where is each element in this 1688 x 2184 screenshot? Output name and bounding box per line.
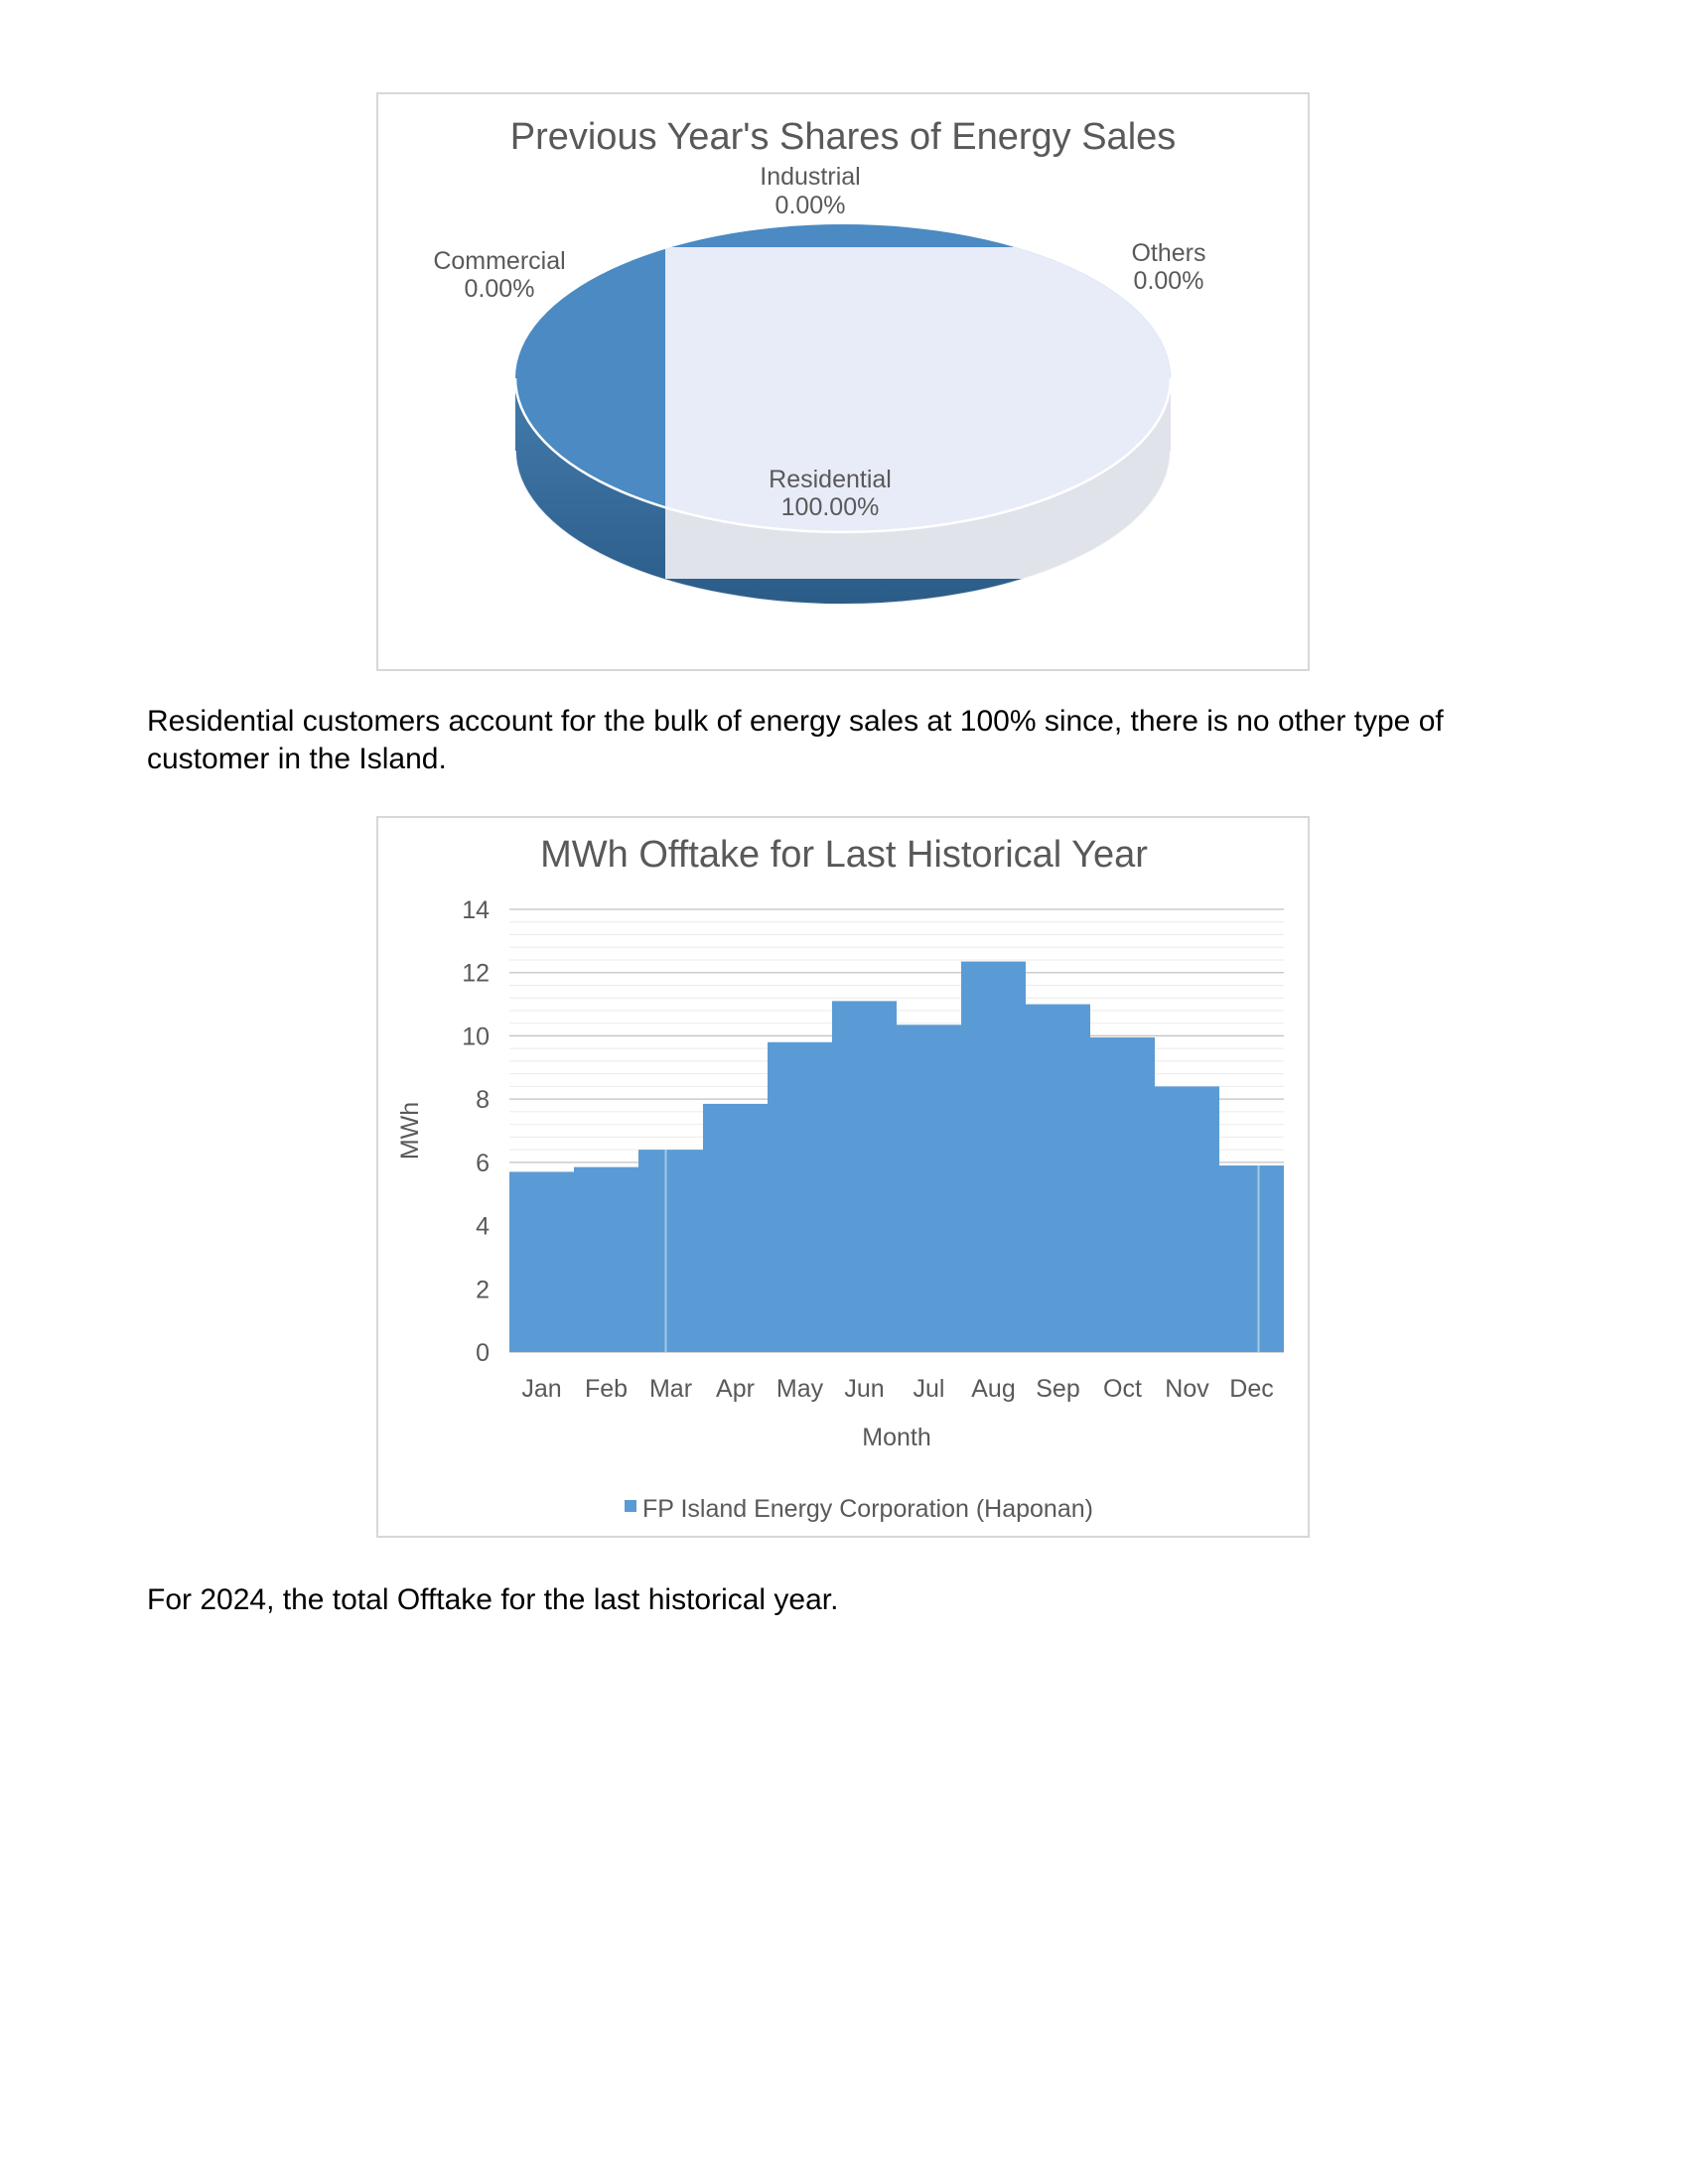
pie-label-residential: Residential	[769, 466, 892, 493]
xtick-Jan: Jan	[521, 1375, 562, 1403]
x-axis-title: Month	[862, 1424, 931, 1451]
bar-Nov	[1155, 1086, 1219, 1352]
pie-value-others: 0.00%	[1133, 267, 1204, 295]
xtick-Aug: Aug	[971, 1375, 1016, 1403]
pie-label-commercial: Commercial	[433, 247, 566, 275]
ytick-12: 12	[462, 959, 490, 988]
ytick-6: 6	[476, 1149, 490, 1177]
bar-chart-canvas	[378, 818, 1306, 1534]
ytick-4: 4	[476, 1212, 490, 1241]
bar-Oct	[1090, 1037, 1155, 1352]
ytick-0: 0	[476, 1339, 490, 1367]
ytick-2: 2	[476, 1276, 490, 1304]
bar-chart-title: MWh Offtake for Last Historical Year	[540, 834, 1148, 876]
xtick-Dec: Dec	[1229, 1375, 1274, 1403]
pie-chart-canvas	[378, 94, 1306, 667]
xtick-Mar: Mar	[648, 1375, 693, 1403]
pie-value-residential: 100.00%	[780, 493, 880, 521]
bar-chart-panel	[376, 816, 1310, 1538]
xtick-May: May	[775, 1375, 824, 1403]
paragraph-pie-note: Residential customers account for the bulk of energy sales at 100% since, there is no other type of customer in the Island.	[147, 705, 1444, 775]
bar-Jan	[509, 1171, 574, 1352]
y-axis-tick-labels	[462, 896, 490, 1367]
ytick-10: 10	[462, 1023, 490, 1051]
xtick-Feb: Feb	[584, 1375, 629, 1403]
y-axis-title: MWh	[396, 1101, 424, 1160]
xtick-Apr: Apr	[716, 1375, 755, 1403]
bar-series	[509, 962, 1284, 1352]
bar-Aug	[961, 962, 1026, 1352]
bar-Feb	[574, 1167, 638, 1352]
ytick-8: 8	[476, 1086, 490, 1115]
bar-Jul	[897, 1024, 961, 1352]
bar-Sep	[1026, 1005, 1090, 1352]
legend-series-label: FP Island Energy Corporation (Haponan)	[642, 1495, 1093, 1523]
xtick-Oct: Oct	[1103, 1375, 1142, 1403]
bar-Dec	[1219, 1165, 1284, 1352]
x-axis-category-labels	[521, 1375, 1273, 1403]
xtick-Jun: Jun	[844, 1375, 885, 1403]
pie-chart-panel	[376, 92, 1310, 671]
xtick-Jul: Jul	[913, 1375, 945, 1403]
paragraph-bar-note: For 2024, the total Offtake for the last historical year.	[147, 1583, 839, 1616]
bar-Mar	[638, 1150, 703, 1352]
xtick-Sep: Sep	[1036, 1375, 1080, 1403]
ytick-14: 14	[462, 896, 490, 924]
pie-chart-title: Previous Year's Shares of Energy Sales	[509, 116, 1177, 158]
pie-label-others: Others	[1131, 239, 1206, 267]
legend-marker-square	[625, 1500, 636, 1512]
bar-May	[768, 1042, 832, 1352]
bar-Apr	[703, 1104, 768, 1352]
pie-value-commercial: 0.00%	[464, 275, 535, 303]
bar-Jun	[832, 1001, 897, 1352]
xtick-Nov: Nov	[1165, 1375, 1209, 1403]
pie-label-industrial: Industrial	[760, 163, 861, 191]
pie-value-industrial: 0.00%	[774, 192, 846, 219]
